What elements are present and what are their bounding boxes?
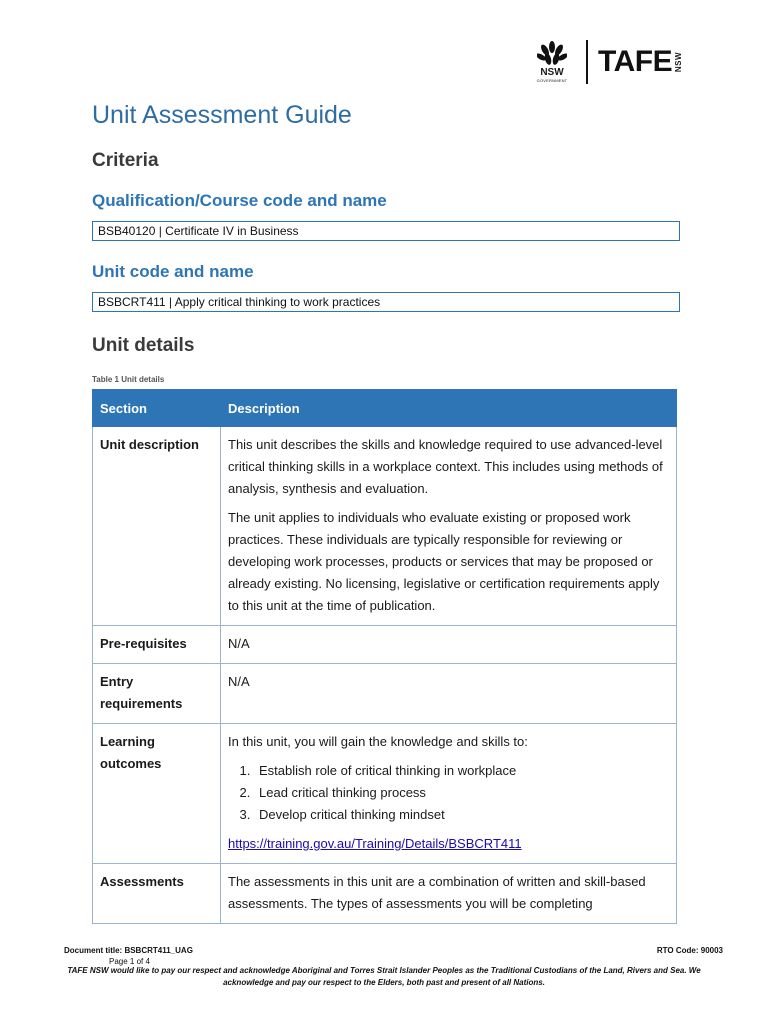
outcomes-intro: In this unit, you will gain the knowledge and skills to: (228, 734, 528, 749)
row-label: Assessments (93, 864, 221, 924)
unit-code-field: BSBCRT411 | Apply critical thinking to work practices (92, 292, 680, 312)
row-label: Entry requirements (93, 664, 221, 724)
table-header-row (93, 390, 677, 427)
document-title: Unit Assessment Guide (92, 101, 352, 129)
table-row (93, 864, 677, 924)
unit-details-table (92, 389, 677, 924)
unit-details-heading: Unit details (92, 335, 195, 356)
assessments-cell (221, 864, 677, 924)
table-row (93, 427, 677, 626)
unit-code-heading: Unit code and name (92, 262, 254, 281)
qualification-heading: Qualification/Course code and name (92, 191, 387, 210)
row-label: Pre-requisites (93, 626, 221, 664)
assessments-text: The assessments in this unit are a combination of written and skill-based assessments. The types of assessments you will be completing (228, 874, 646, 911)
qualification-field: BSB40120 | Certificate IV in Business (92, 221, 680, 241)
description-paragraph: The unit applies to individuals who evaluate existing or proposed work practices. These individuals are typically responsible for reviewing or developing work processes, products or services that may be proposed or already existing. No licensing, legislative or certification requirements apply to this unit at the time of publication. (228, 510, 660, 613)
footer-rto-code: RTO Code: 90003 (656, 946, 723, 955)
waratah-icon (537, 41, 567, 67)
unit-description-cell (221, 427, 677, 626)
entry-requirements-value: N/A (221, 664, 677, 724)
row-label: Learning outcomes (93, 724, 221, 864)
table-row (93, 626, 677, 664)
tafe-nsw-logo (530, 40, 683, 84)
nsw-government-logo (530, 41, 574, 83)
list-item: 3. Develop critical thinking mindset (254, 804, 669, 826)
row-label: Unit description (93, 427, 221, 626)
government-text: GOVERNMENT (536, 78, 568, 83)
table-caption: Table 1 Unit details (92, 375, 165, 384)
description-paragraph: This unit describes the skills and knowledge required to use advanced-level critical thinking skills in a workplace context. This includes using methods of analysis, synthesis and evaluation. (228, 437, 663, 496)
footer-document-title: Document title: BSBCRT411_UAG (64, 946, 193, 955)
training-gov-link[interactable]: https://training.gov.au/Training/Details/BSBCRT411 (228, 836, 522, 851)
section-column-header: Section (93, 390, 221, 427)
nsw-text: NSW (540, 67, 564, 78)
footer-page-number: Page 1 of 4 (109, 957, 150, 966)
description-column-header: Description (221, 390, 677, 427)
list-item: 1. Establish role of critical thinking in workplace (254, 760, 669, 782)
table-row (93, 724, 677, 864)
list-item: 2. Lead critical thinking process (254, 782, 669, 804)
table-row (93, 664, 677, 724)
logo-divider (586, 40, 588, 84)
footer-acknowledgement: TAFE NSW would like to pay our respect and acknowledge Aboriginal and Torres Strait Islander Peoples as the Traditional Custodians of the Land, Rivers and Sea. We acknowledge and pay our respect to the Elders, both past and present of all Nations. (67, 966, 701, 987)
outcomes-list (228, 760, 669, 826)
tafe-nsw-vertical-text: NSW (674, 51, 684, 73)
tafe-wordmark: TAFE (598, 45, 673, 78)
learning-outcomes-cell (221, 724, 677, 864)
criteria-heading: Criteria (92, 150, 159, 171)
prerequisites-value: N/A (221, 626, 677, 664)
